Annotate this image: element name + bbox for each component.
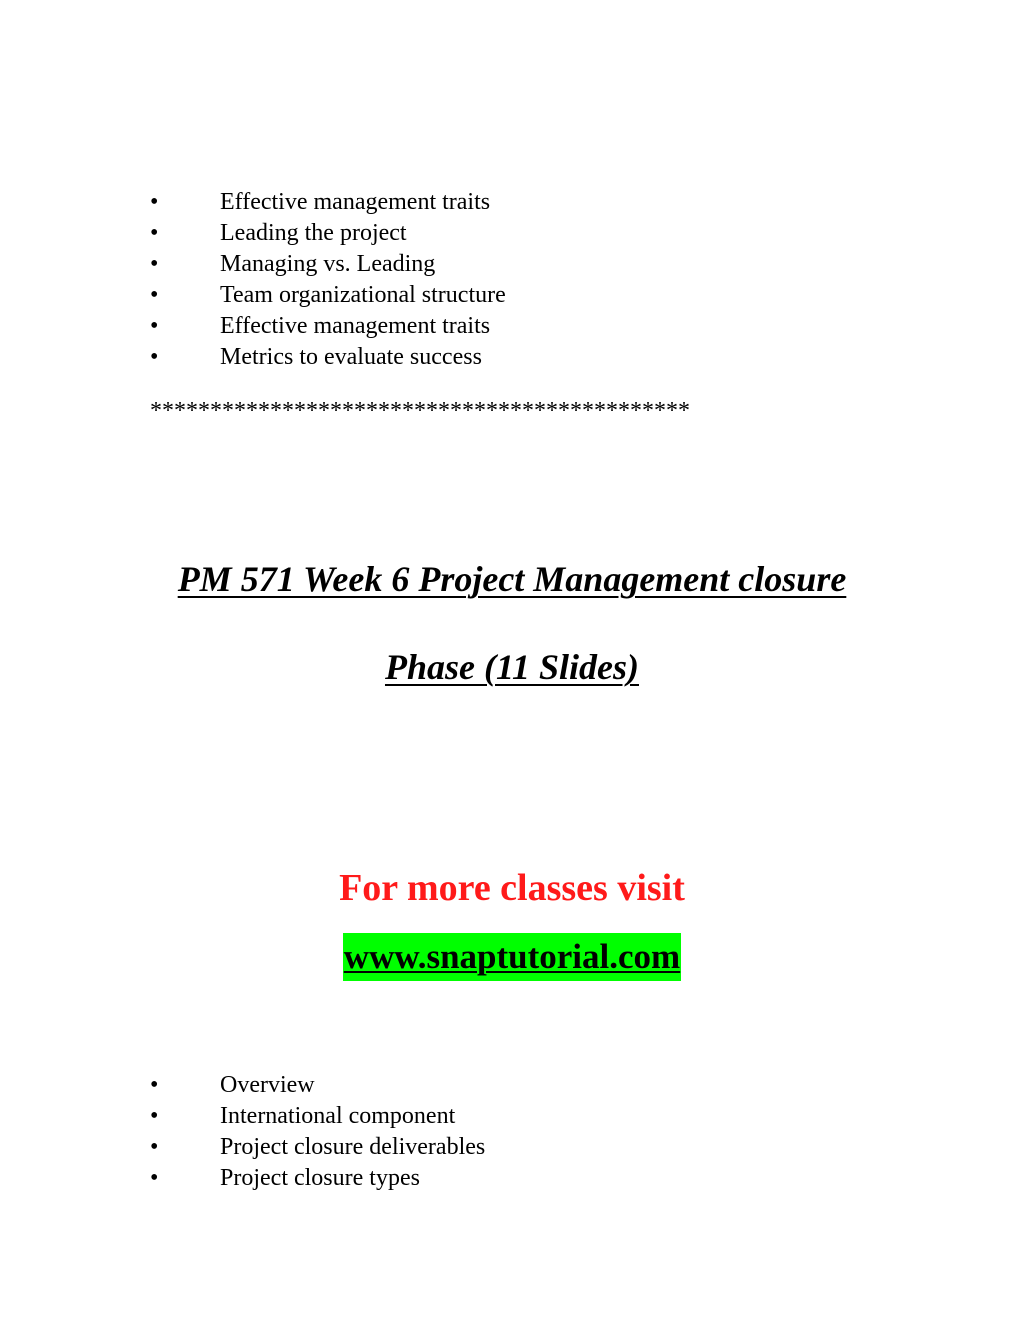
- list-item-text: Effective management traits: [220, 189, 491, 215]
- list-item-text: Managing vs. Leading: [220, 251, 436, 277]
- list-item: [150, 1132, 485, 1163]
- list-item: [150, 311, 506, 342]
- list-item-text: International component: [220, 1103, 456, 1129]
- bullet-icon: •: [150, 189, 159, 215]
- asterisk-separator: *********************************************: [150, 398, 690, 424]
- bullet-icon: •: [150, 344, 159, 370]
- promo-visit-text: For more classes visit: [339, 867, 685, 909]
- list-item: [150, 218, 506, 249]
- list-item: [150, 187, 506, 218]
- course-subtitle: Phase (11 Slides): [384, 647, 639, 687]
- list-item-text: Leading the project: [220, 220, 407, 246]
- bullet-icon: •: [150, 313, 159, 339]
- bullet-icon: •: [150, 1134, 159, 1160]
- list-item-text: Overview: [220, 1072, 315, 1098]
- list-item-text: Project closure deliverables: [220, 1134, 486, 1160]
- bullet-icon: •: [150, 1072, 159, 1098]
- list-item: [150, 342, 506, 373]
- website-link[interactable]: www.snaptutorial.com: [343, 933, 681, 981]
- list-item: [150, 280, 506, 311]
- list-item: [150, 1101, 485, 1132]
- list-item: [150, 1163, 485, 1194]
- bullet-icon: •: [150, 220, 159, 246]
- promo-link-container: [0, 933, 1024, 981]
- list-item-text: Metrics to evaluate success: [220, 344, 482, 370]
- list-item-text: Effective management traits: [220, 313, 491, 339]
- topic-list-top: [150, 187, 506, 373]
- bullet-icon: •: [150, 1103, 159, 1129]
- list-item-text: Project closure types: [220, 1165, 420, 1191]
- list-item: [150, 249, 506, 280]
- bullet-icon: •: [150, 251, 159, 277]
- course-title: PM 571 Week 6 Project Management closure: [177, 559, 847, 599]
- list-item: [150, 1070, 485, 1101]
- list-item-text: Team organizational structure: [220, 282, 506, 308]
- bullet-icon: •: [150, 282, 159, 308]
- topic-list-bottom: [150, 1070, 485, 1194]
- bullet-icon: •: [150, 1165, 159, 1191]
